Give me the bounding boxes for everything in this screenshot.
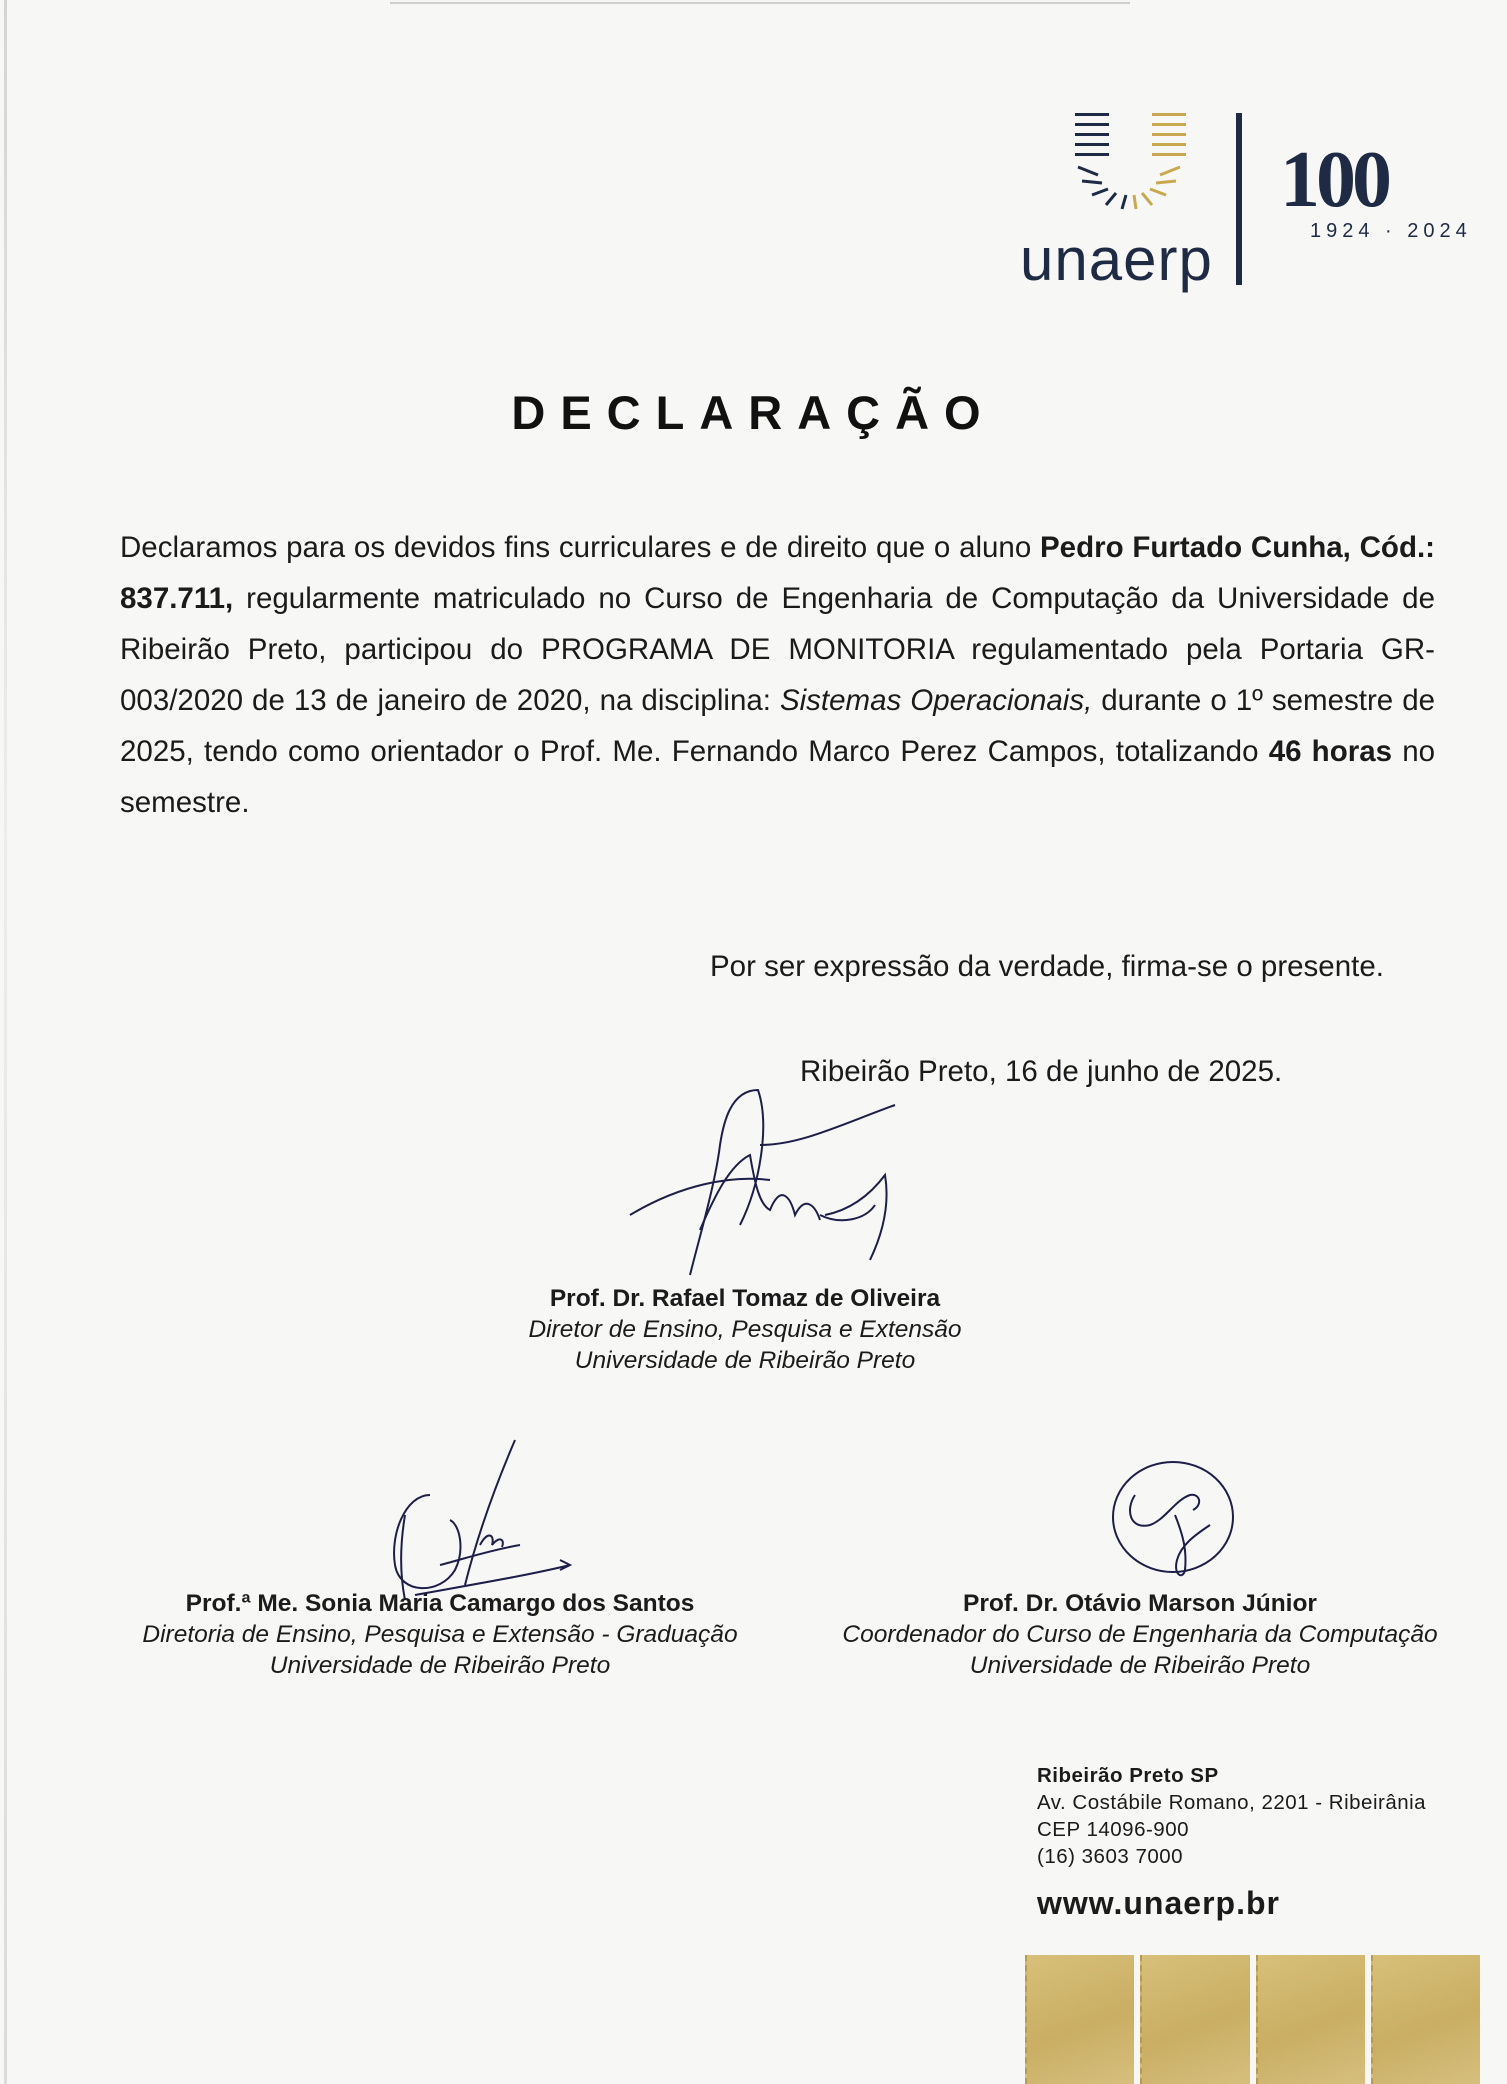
- logo-wordmark: unaerp: [1020, 226, 1213, 293]
- unaerp-logo: [1010, 105, 1485, 293]
- logo-100-anniversary: 100: [1280, 136, 1388, 224]
- body-text-3: durante o 1º semestre de 2025, tendo como orientador o Prof. Me. Fernando Marco Perez Campos, totalizando: [120, 684, 1436, 768]
- signatory-role: Diretor de Ensino, Pesquisa e Extensão: [528, 1316, 962, 1343]
- body-text-1: Declaramos para os devidos fins curriculares e de direito que o aluno: [120, 531, 1040, 564]
- signatory-role: Diretoria de Ensino, Pesquisa e Extensão - Graduação: [142, 1621, 738, 1648]
- scan-left-edge: [4, 0, 7, 2084]
- unaerp-emblem-icon: [1040, 105, 1200, 215]
- signatory-block-sonia: [140, 1588, 740, 1681]
- logo-years: 1924 · 2024: [1310, 220, 1472, 242]
- signatory-name: Prof. Dr. Rafael Tomaz de Oliveira: [549, 1285, 941, 1312]
- signatory-role: Coordenador do Curso de Engenharia da Computação: [842, 1621, 1438, 1648]
- footer-cep: CEP 14096-900: [1037, 1818, 1190, 1841]
- body-text-4: no semestre.: [120, 735, 1436, 819]
- declaration-body: [120, 522, 1435, 828]
- gold-block: [1371, 1955, 1480, 2084]
- document-title: DECLARAÇÃO: [511, 386, 996, 439]
- signature-rafael-image: [620, 1085, 920, 1285]
- signatory-name: Prof.ª Me. Sonia Maria Camargo dos Santos: [185, 1590, 695, 1617]
- signature-otavio-image: [1105, 1455, 1245, 1585]
- logo-divider: [1236, 113, 1242, 285]
- footer-phone: (16) 3603 7000: [1037, 1845, 1184, 1868]
- footer-street: Av. Costábile Romano, 2201 - Ribeirânia: [1037, 1791, 1427, 1814]
- footer-city: Ribeirão Preto SP: [1037, 1764, 1219, 1787]
- footer-website-link[interactable]: www.unaerp.br: [1037, 1885, 1280, 1921]
- signatory-name: Prof. Dr. Otávio Marson Júnior: [963, 1590, 1317, 1617]
- discipline-name: Sistemas Operacionais,: [779, 684, 1093, 717]
- gold-block: [1140, 1955, 1249, 2084]
- signatory-institution: Universidade de Ribeirão Preto: [269, 1652, 611, 1679]
- gold-block: [1256, 1955, 1365, 2084]
- student-code: Cód.: 837.711,: [120, 531, 1435, 615]
- body-text-2: regularmente matriculado no Curso de Engenharia de Computação da Universidade de Ribeirão Preto, participou do PROGRAMA DE MONITORIA regulamentado pela Portaria GR-003/2020 de 13 de janeiro de 2020, na disciplina:: [120, 582, 1435, 717]
- decorative-gold-strip: [1025, 1955, 1480, 2084]
- total-hours: 46 horas: [1268, 735, 1393, 768]
- gold-block: [1025, 1955, 1134, 2084]
- signatory-institution: Universidade de Ribeirão Preto: [969, 1652, 1311, 1679]
- student-name: Pedro Furtado Cunha,: [1040, 531, 1351, 564]
- signatory-block-otavio: [830, 1588, 1450, 1681]
- closing-statement: Por ser expressão da verdade, firma-se o presente.: [710, 950, 1384, 983]
- scan-top-edge: [390, 2, 1130, 4]
- footer-address: [1037, 1762, 1427, 1921]
- place-and-date: Ribeirão Preto, 16 de junho de 2025.: [800, 1055, 1283, 1088]
- signatory-block-rafael: [480, 1283, 1010, 1376]
- signatory-institution: Universidade de Ribeirão Preto: [574, 1347, 916, 1374]
